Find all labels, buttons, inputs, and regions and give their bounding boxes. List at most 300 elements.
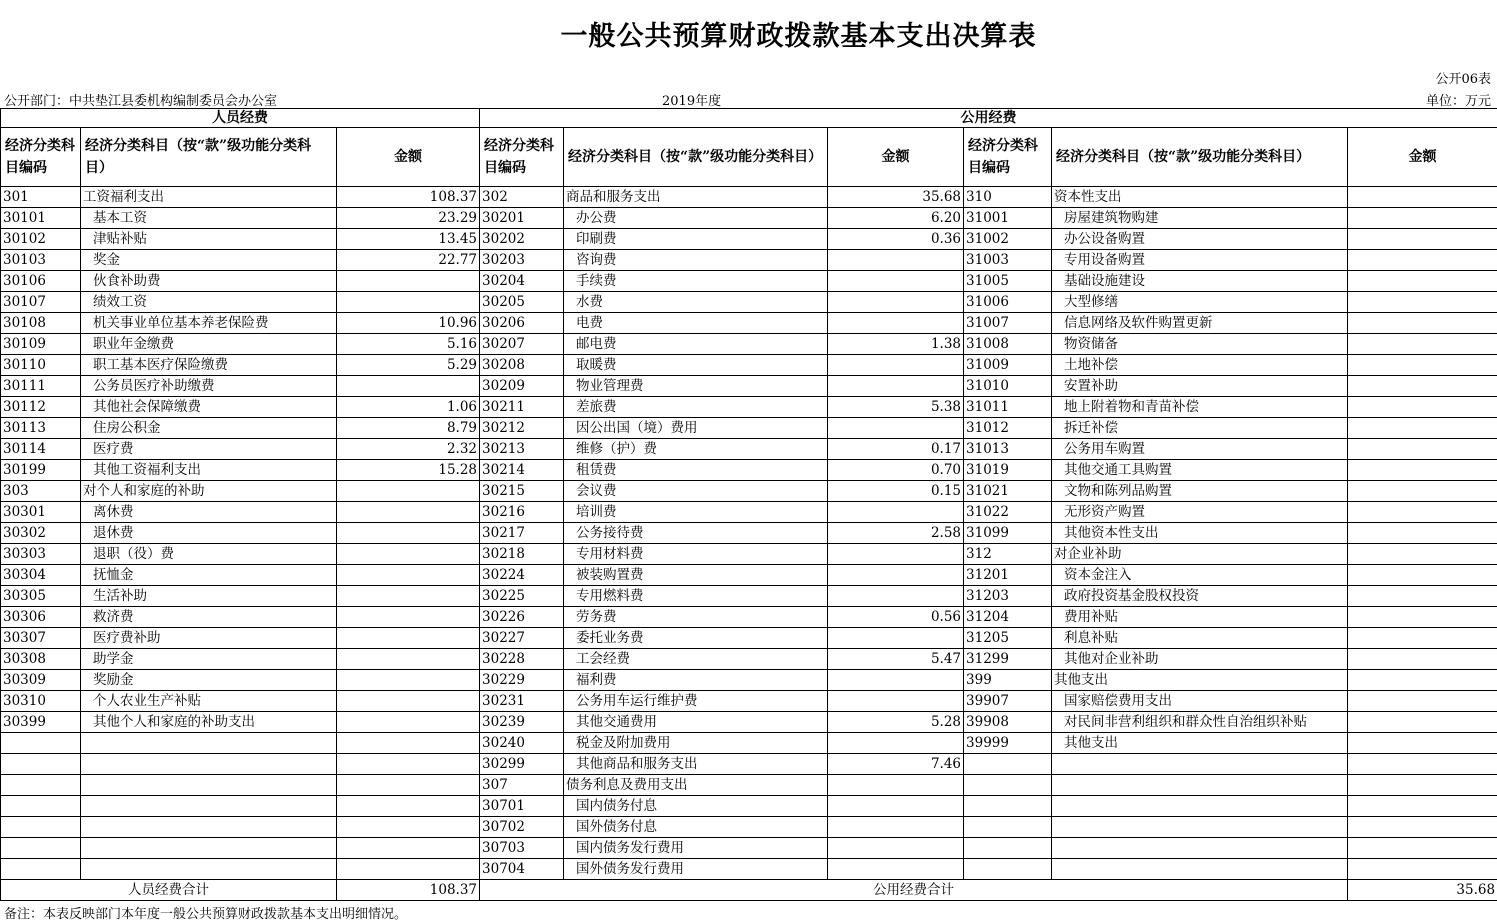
row-code: 30399 bbox=[1, 712, 81, 733]
row-amount: 108.37 bbox=[337, 187, 480, 208]
row-name: 其他个人和家庭的补助支出 bbox=[81, 712, 337, 733]
footnote: 备注：本表反映部门本年度一般公共预算财政拨款基本支出明细情况。 bbox=[4, 907, 408, 922]
row-name: 其他商品和服务支出 bbox=[564, 754, 828, 775]
row-name: 职工基本医疗保险缴费 bbox=[81, 355, 337, 376]
row-amount bbox=[1348, 565, 1497, 586]
row-amount bbox=[1348, 775, 1497, 796]
row-name: 职业年金缴费 bbox=[81, 334, 337, 355]
row-name: 因公出国（境）费用 bbox=[564, 418, 828, 439]
table-row bbox=[1, 208, 1497, 229]
row-name: 退职（役）费 bbox=[81, 544, 337, 565]
row-amount bbox=[1348, 376, 1497, 397]
row-code: 39907 bbox=[964, 691, 1052, 712]
row-code: 31299 bbox=[964, 649, 1052, 670]
row-name: 地上附着物和青苗补偿 bbox=[1052, 397, 1348, 418]
row-code: 31022 bbox=[964, 502, 1052, 523]
row-name: 机关事业单位基本养老保险费 bbox=[81, 313, 337, 334]
row-code: 31007 bbox=[964, 313, 1052, 334]
row-code bbox=[964, 859, 1052, 880]
row-amount bbox=[337, 376, 480, 397]
row-code: 39908 bbox=[964, 712, 1052, 733]
row-amount bbox=[828, 313, 964, 334]
public-total-amount: 35.68 bbox=[1348, 880, 1497, 901]
row-code: 30239 bbox=[480, 712, 564, 733]
row-amount bbox=[828, 670, 964, 691]
row-code: 30226 bbox=[480, 607, 564, 628]
table-row bbox=[1, 817, 1497, 838]
row-code bbox=[964, 754, 1052, 775]
row-code: 30199 bbox=[1, 460, 81, 481]
row-amount bbox=[1348, 628, 1497, 649]
row-code: 312 bbox=[964, 544, 1052, 565]
col-header-code: 经济分类科目编码 bbox=[964, 128, 1052, 187]
row-amount: 0.15 bbox=[828, 481, 964, 502]
row-name: 办公费 bbox=[564, 208, 828, 229]
row-amount bbox=[828, 565, 964, 586]
row-amount: 7.46 bbox=[828, 754, 964, 775]
row-code: 30310 bbox=[1, 691, 81, 712]
row-amount bbox=[337, 271, 480, 292]
row-amount bbox=[1348, 292, 1497, 313]
table-row bbox=[1, 418, 1497, 439]
row-amount bbox=[337, 817, 480, 838]
row-code: 31001 bbox=[964, 208, 1052, 229]
row-name: 房屋建筑物购建 bbox=[1052, 208, 1348, 229]
row-amount bbox=[1348, 586, 1497, 607]
row-amount: 15.28 bbox=[337, 460, 480, 481]
row-name: 培训费 bbox=[564, 502, 828, 523]
row-name: 专用设备购置 bbox=[1052, 250, 1348, 271]
row-code: 30111 bbox=[1, 376, 81, 397]
table-row bbox=[1, 355, 1497, 376]
row-amount: 22.77 bbox=[337, 250, 480, 271]
table-row bbox=[1, 523, 1497, 544]
row-code: 30103 bbox=[1, 250, 81, 271]
row-amount bbox=[337, 754, 480, 775]
row-name: 资本金注入 bbox=[1052, 565, 1348, 586]
row-name: 其他交通费用 bbox=[564, 712, 828, 733]
row-code: 31006 bbox=[964, 292, 1052, 313]
row-amount bbox=[828, 355, 964, 376]
row-name: 会议费 bbox=[564, 481, 828, 502]
table-row bbox=[1, 376, 1497, 397]
row-name: 大型修缮 bbox=[1052, 292, 1348, 313]
row-name: 印刷费 bbox=[564, 229, 828, 250]
row-name: 对个人和家庭的补助 bbox=[81, 481, 337, 502]
row-name bbox=[1052, 775, 1348, 796]
row-code: 30218 bbox=[480, 544, 564, 565]
row-amount bbox=[1348, 460, 1497, 481]
row-name bbox=[81, 733, 337, 754]
table-row bbox=[1, 544, 1497, 565]
row-code bbox=[964, 796, 1052, 817]
table-row bbox=[1, 586, 1497, 607]
row-code: 30702 bbox=[480, 817, 564, 838]
row-amount: 10.96 bbox=[337, 313, 480, 334]
row-code: 30102 bbox=[1, 229, 81, 250]
row-code: 30228 bbox=[480, 649, 564, 670]
row-name bbox=[1052, 859, 1348, 880]
row-name: 商品和服务支出 bbox=[564, 187, 828, 208]
row-amount: 5.16 bbox=[337, 334, 480, 355]
row-amount bbox=[828, 502, 964, 523]
row-code: 31008 bbox=[964, 334, 1052, 355]
row-name: 国内债务发行费用 bbox=[564, 838, 828, 859]
row-amount bbox=[1348, 397, 1497, 418]
row-code: 31003 bbox=[964, 250, 1052, 271]
row-amount: 5.28 bbox=[828, 712, 964, 733]
row-code: 30110 bbox=[1, 355, 81, 376]
row-name bbox=[1052, 796, 1348, 817]
row-amount bbox=[1348, 523, 1497, 544]
row-code bbox=[1, 838, 81, 859]
row-amount bbox=[828, 775, 964, 796]
row-name: 对民间非营利组织和群众性自治组织补贴 bbox=[1052, 712, 1348, 733]
row-name: 公务用车购置 bbox=[1052, 439, 1348, 460]
row-code: 30114 bbox=[1, 439, 81, 460]
row-amount bbox=[1348, 250, 1497, 271]
row-name: 国家赔偿费用支出 bbox=[1052, 691, 1348, 712]
row-code: 30309 bbox=[1, 670, 81, 691]
row-code: 30208 bbox=[480, 355, 564, 376]
row-amount bbox=[1348, 355, 1497, 376]
row-code: 31012 bbox=[964, 418, 1052, 439]
row-name: 土地补偿 bbox=[1052, 355, 1348, 376]
row-name bbox=[1052, 817, 1348, 838]
row-name: 物资储备 bbox=[1052, 334, 1348, 355]
row-amount bbox=[828, 376, 964, 397]
row-amount bbox=[1348, 439, 1497, 460]
col-header-code: 经济分类科目编码 bbox=[1, 128, 81, 187]
row-amount bbox=[1348, 208, 1497, 229]
row-code: 30303 bbox=[1, 544, 81, 565]
table-row bbox=[1, 754, 1497, 775]
row-code: 30217 bbox=[480, 523, 564, 544]
row-name: 委托业务费 bbox=[564, 628, 828, 649]
col-header-amount: 金额 bbox=[828, 128, 964, 187]
col-header-code: 经济分类科目编码 bbox=[480, 128, 564, 187]
row-amount bbox=[337, 544, 480, 565]
row-amount: 0.17 bbox=[828, 439, 964, 460]
row-amount: 0.36 bbox=[828, 229, 964, 250]
table-row bbox=[1, 313, 1497, 334]
row-name: 其他工资福利支出 bbox=[81, 460, 337, 481]
row-amount bbox=[337, 607, 480, 628]
row-name: 手续费 bbox=[564, 271, 828, 292]
row-name: 国外债务付息 bbox=[564, 817, 828, 838]
row-name: 其他资本性支出 bbox=[1052, 523, 1348, 544]
row-amount bbox=[1348, 544, 1497, 565]
row-code: 30214 bbox=[480, 460, 564, 481]
row-name: 水费 bbox=[564, 292, 828, 313]
row-code: 31009 bbox=[964, 355, 1052, 376]
row-name: 公务接待费 bbox=[564, 523, 828, 544]
row-code: 302 bbox=[480, 187, 564, 208]
row-amount bbox=[1348, 691, 1497, 712]
row-name: 信息网络及软件购置更新 bbox=[1052, 313, 1348, 334]
row-amount bbox=[828, 586, 964, 607]
table-row bbox=[1, 712, 1497, 733]
row-code: 30216 bbox=[480, 502, 564, 523]
department-label: 公开部门：中共垫江县委机构编制委员会办公室 bbox=[4, 94, 278, 109]
row-amount bbox=[828, 796, 964, 817]
row-name bbox=[81, 817, 337, 838]
row-name: 国内债务付息 bbox=[564, 796, 828, 817]
row-amount bbox=[337, 565, 480, 586]
row-amount bbox=[828, 250, 964, 271]
col-header-name: 经济分类科目（按“款”级功能分类科目） bbox=[81, 128, 337, 187]
table-row bbox=[1, 775, 1497, 796]
row-amount bbox=[828, 838, 964, 859]
row-amount bbox=[1348, 334, 1497, 355]
row-code: 31204 bbox=[964, 607, 1052, 628]
public-total-label: 公用经费合计 bbox=[480, 880, 1348, 901]
row-amount bbox=[828, 544, 964, 565]
row-code: 30231 bbox=[480, 691, 564, 712]
row-code: 31099 bbox=[964, 523, 1052, 544]
row-code: 30306 bbox=[1, 607, 81, 628]
col-header-amount: 金额 bbox=[1348, 128, 1497, 187]
row-code: 30201 bbox=[480, 208, 564, 229]
row-name: 专用材料费 bbox=[564, 544, 828, 565]
row-code bbox=[1, 796, 81, 817]
row-code: 30205 bbox=[480, 292, 564, 313]
table-row bbox=[1, 271, 1497, 292]
row-code: 30212 bbox=[480, 418, 564, 439]
table-row bbox=[1, 733, 1497, 754]
row-amount bbox=[1348, 502, 1497, 523]
table-row bbox=[1, 859, 1497, 880]
row-code: 31021 bbox=[964, 481, 1052, 502]
row-amount bbox=[337, 838, 480, 859]
row-code bbox=[964, 817, 1052, 838]
row-name: 被装购置费 bbox=[564, 565, 828, 586]
row-amount bbox=[337, 796, 480, 817]
row-amount bbox=[1348, 712, 1497, 733]
row-amount bbox=[828, 859, 964, 880]
row-amount bbox=[337, 733, 480, 754]
table-row bbox=[1, 565, 1497, 586]
row-code: 30106 bbox=[1, 271, 81, 292]
row-code: 30113 bbox=[1, 418, 81, 439]
row-code: 30308 bbox=[1, 649, 81, 670]
row-code: 39999 bbox=[964, 733, 1052, 754]
personnel-total-label: 人员经费合计 bbox=[1, 880, 337, 901]
row-code: 30206 bbox=[480, 313, 564, 334]
row-name bbox=[81, 796, 337, 817]
row-name: 基本工资 bbox=[81, 208, 337, 229]
row-name bbox=[81, 775, 337, 796]
row-amount bbox=[1348, 187, 1497, 208]
row-amount bbox=[337, 502, 480, 523]
row-name: 取暖费 bbox=[564, 355, 828, 376]
row-amount: 2.58 bbox=[828, 523, 964, 544]
row-amount bbox=[1348, 796, 1497, 817]
row-code: 30240 bbox=[480, 733, 564, 754]
row-amount bbox=[828, 271, 964, 292]
row-amount bbox=[337, 292, 480, 313]
row-amount: 13.45 bbox=[337, 229, 480, 250]
row-name: 福利费 bbox=[564, 670, 828, 691]
row-name: 住房公积金 bbox=[81, 418, 337, 439]
row-code: 30224 bbox=[480, 565, 564, 586]
row-amount bbox=[337, 586, 480, 607]
row-amount: 5.38 bbox=[828, 397, 964, 418]
row-code bbox=[1, 775, 81, 796]
row-code: 30299 bbox=[480, 754, 564, 775]
row-amount bbox=[828, 817, 964, 838]
row-name: 救济费 bbox=[81, 607, 337, 628]
col-header-name: 经济分类科目（按“款”级功能分类科目） bbox=[564, 128, 828, 187]
row-amount bbox=[1348, 418, 1497, 439]
row-amount: 8.79 bbox=[337, 418, 480, 439]
row-code bbox=[1, 754, 81, 775]
row-name: 劳务费 bbox=[564, 607, 828, 628]
row-code: 30108 bbox=[1, 313, 81, 334]
row-name: 其他支出 bbox=[1052, 670, 1348, 691]
row-code: 30207 bbox=[480, 334, 564, 355]
row-amount bbox=[828, 292, 964, 313]
personnel-group-header: 人员经费 bbox=[1, 109, 480, 128]
row-amount bbox=[337, 859, 480, 880]
row-amount bbox=[337, 523, 480, 544]
table-row bbox=[1, 334, 1497, 355]
row-code: 310 bbox=[964, 187, 1052, 208]
row-name: 电费 bbox=[564, 313, 828, 334]
row-amount bbox=[1348, 649, 1497, 670]
row-name: 公务员医疗补助缴费 bbox=[81, 376, 337, 397]
row-amount bbox=[1348, 607, 1497, 628]
row-code: 30101 bbox=[1, 208, 81, 229]
row-name: 离休费 bbox=[81, 502, 337, 523]
row-code: 30112 bbox=[1, 397, 81, 418]
row-name: 助学金 bbox=[81, 649, 337, 670]
row-amount: 23.29 bbox=[337, 208, 480, 229]
unit-label: 单位：万元 bbox=[1425, 94, 1491, 109]
row-code: 31013 bbox=[964, 439, 1052, 460]
row-name: 伙食补助费 bbox=[81, 271, 337, 292]
row-code: 30204 bbox=[480, 271, 564, 292]
row-code: 303 bbox=[1, 481, 81, 502]
row-amount: 5.47 bbox=[828, 649, 964, 670]
row-code: 30225 bbox=[480, 586, 564, 607]
row-amount bbox=[828, 733, 964, 754]
table-row bbox=[1, 292, 1497, 313]
row-name: 工会经费 bbox=[564, 649, 828, 670]
row-name: 其他对企业补助 bbox=[1052, 649, 1348, 670]
col-header-name: 经济分类科目（按“款”级功能分类科目） bbox=[1052, 128, 1348, 187]
row-amount bbox=[337, 628, 480, 649]
row-name: 对企业补助 bbox=[1052, 544, 1348, 565]
table-row bbox=[1, 607, 1497, 628]
row-name: 咨询费 bbox=[564, 250, 828, 271]
table-row bbox=[1, 187, 1497, 208]
row-name: 税金及附加费用 bbox=[564, 733, 828, 754]
row-name: 公务用车运行维护费 bbox=[564, 691, 828, 712]
row-amount bbox=[337, 481, 480, 502]
row-amount: 1.38 bbox=[828, 334, 964, 355]
row-name: 文物和陈列品购置 bbox=[1052, 481, 1348, 502]
row-name: 基础设施建设 bbox=[1052, 271, 1348, 292]
row-name bbox=[1052, 754, 1348, 775]
row-code: 31011 bbox=[964, 397, 1052, 418]
row-code: 30107 bbox=[1, 292, 81, 313]
row-amount bbox=[828, 691, 964, 712]
row-name: 国外债务发行费用 bbox=[564, 859, 828, 880]
row-code: 30215 bbox=[480, 481, 564, 502]
row-code: 31205 bbox=[964, 628, 1052, 649]
row-amount bbox=[1348, 838, 1497, 859]
col-header-amount: 金额 bbox=[337, 128, 480, 187]
year-label: 2019年度 bbox=[662, 94, 722, 109]
public-group-header: 公用经费 bbox=[480, 109, 1497, 128]
row-code: 30302 bbox=[1, 523, 81, 544]
row-name bbox=[81, 859, 337, 880]
row-name: 债务利息及费用支出 bbox=[564, 775, 828, 796]
row-amount: 2.32 bbox=[337, 439, 480, 460]
row-code: 31201 bbox=[964, 565, 1052, 586]
row-code: 30202 bbox=[480, 229, 564, 250]
row-name: 其他社会保障缴费 bbox=[81, 397, 337, 418]
row-amount bbox=[337, 691, 480, 712]
row-code: 30229 bbox=[480, 670, 564, 691]
row-name: 生活补助 bbox=[81, 586, 337, 607]
row-code: 30304 bbox=[1, 565, 81, 586]
row-name: 政府投资基金股权投资 bbox=[1052, 586, 1348, 607]
row-name: 专用燃料费 bbox=[564, 586, 828, 607]
row-amount: 35.68 bbox=[828, 187, 964, 208]
row-name: 无形资产购置 bbox=[1052, 502, 1348, 523]
row-name: 资本性支出 bbox=[1052, 187, 1348, 208]
row-amount bbox=[337, 712, 480, 733]
row-code: 30701 bbox=[480, 796, 564, 817]
row-amount bbox=[828, 418, 964, 439]
row-name: 费用补贴 bbox=[1052, 607, 1348, 628]
row-name bbox=[1052, 838, 1348, 859]
row-name: 其他交通工具购置 bbox=[1052, 460, 1348, 481]
row-code: 30703 bbox=[480, 838, 564, 859]
row-code bbox=[1, 859, 81, 880]
table-row bbox=[1, 628, 1497, 649]
row-code: 30213 bbox=[480, 439, 564, 460]
row-name: 医疗费补助 bbox=[81, 628, 337, 649]
row-name bbox=[81, 754, 337, 775]
table-row bbox=[1, 838, 1497, 859]
row-code: 31005 bbox=[964, 271, 1052, 292]
row-code: 31002 bbox=[964, 229, 1052, 250]
row-code: 30305 bbox=[1, 586, 81, 607]
table-row bbox=[1, 796, 1497, 817]
row-name bbox=[81, 838, 337, 859]
row-amount bbox=[828, 628, 964, 649]
expenditure-table bbox=[0, 108, 1497, 901]
row-amount bbox=[1348, 313, 1497, 334]
table-row bbox=[1, 439, 1497, 460]
row-name: 其他支出 bbox=[1052, 733, 1348, 754]
row-amount bbox=[1348, 229, 1497, 250]
table-row bbox=[1, 397, 1497, 418]
row-code: 30109 bbox=[1, 334, 81, 355]
row-amount: 1.06 bbox=[337, 397, 480, 418]
row-code bbox=[964, 775, 1052, 796]
table-row bbox=[1, 250, 1497, 271]
row-code bbox=[1, 817, 81, 838]
row-name: 退休费 bbox=[81, 523, 337, 544]
row-amount: 0.56 bbox=[828, 607, 964, 628]
row-code: 31203 bbox=[964, 586, 1052, 607]
table-row bbox=[1, 229, 1497, 250]
row-amount bbox=[1348, 754, 1497, 775]
